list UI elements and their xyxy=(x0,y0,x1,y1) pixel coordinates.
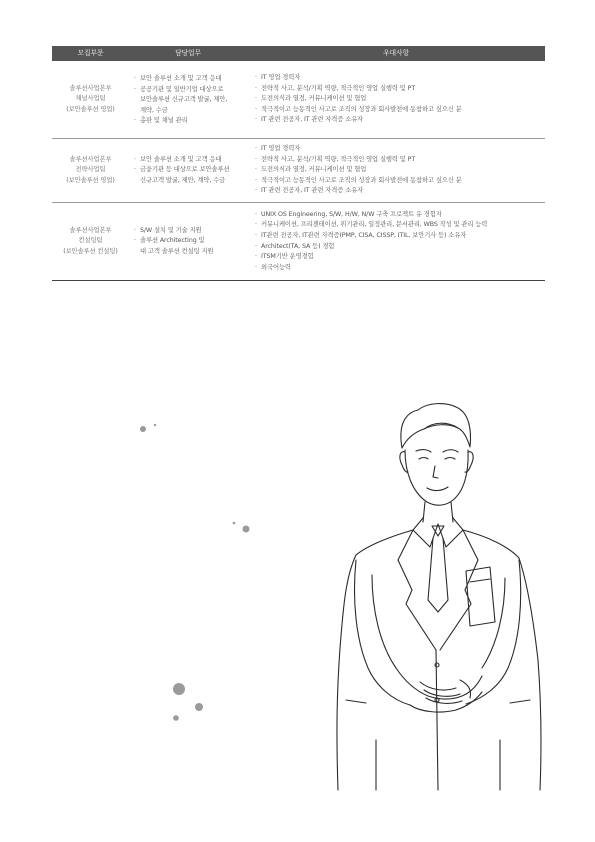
businessman-line-drawing xyxy=(337,404,541,790)
preference-item: · IT 관련 전공자, IT 관련 자격증 소유자 xyxy=(254,115,543,126)
department-division: 솔루션사업본부 xyxy=(69,226,112,234)
preference-item: · UNIX OS Engineering, S/W, H/W, N/W 구축 프로젝트 유 경험자 xyxy=(254,210,543,221)
department-role: (보안솔루션 영업) xyxy=(66,105,115,113)
preference-item: · 적극적이고 능동적인 사고로 조직의 성장과 회사발전에 동참하고 싶으신 분 xyxy=(254,105,543,116)
preference-item: · 전략적 사고, 분석/기획 역량, 적극적인 영업 실행력 및 PT xyxy=(254,84,543,95)
preference-item: · Architect(TA, SA 등) 경험 xyxy=(254,242,543,253)
preference-item: · 전략적 사고, 분석/기획 역량, 적극적인 영업 실행력 및 PT xyxy=(254,155,543,166)
dot xyxy=(173,683,185,695)
department-division: 솔루션사업본부 xyxy=(69,84,112,92)
department-team: 전략사업팀 xyxy=(75,166,106,174)
duty-item: · 솔루션 Architecting 및 대 고객 솔루션 컨설팅 지원 xyxy=(133,236,245,257)
preference-item: · IT 영업 경력자 xyxy=(254,144,543,155)
dot xyxy=(140,426,146,432)
preference-item: · 커뮤니케이션, 프리젠테이션, 위기관리, 일정관리, 문서관리, WBS 작성 및 관리 능력 xyxy=(254,220,543,231)
department-team: 컨설팅팀 xyxy=(78,237,103,245)
preference-item: · 도전의식과 열정, 커뮤니케이션 및 협업 xyxy=(254,165,543,176)
dot xyxy=(154,424,156,426)
duty-item: · 금융기관 등 대상으로 보안솔루션 신규고객 발굴, 제안, 계약, 수금 xyxy=(133,165,245,186)
duty-item: · S/W 설치 및 기술 지원 xyxy=(133,226,245,237)
preference-item: · IT 영업 경력자 xyxy=(254,73,543,84)
decorative-dots xyxy=(140,424,250,721)
department-team: 채널사업팀 xyxy=(75,95,106,103)
dot xyxy=(243,526,250,533)
department-division: 솔루션사업본부 xyxy=(69,155,112,163)
duty-item: · 보안 솔루션 소개 및 고객 응대 xyxy=(133,155,245,166)
preference-item: · 적극적이고 능동적인 사고로 조직의 성장과 회사발전에 동참하고 싶으신 분 xyxy=(254,176,543,187)
preference-item: · IT 관련 전공자, IT 관련 자격증 소유자 xyxy=(254,186,543,197)
header-preferences: 우대사항 xyxy=(247,46,545,61)
header-duties: 담당업무 xyxy=(129,46,247,61)
preference-item: · 외국어능력 xyxy=(254,263,543,274)
department-role: (보안솔루션 영업) xyxy=(66,176,115,184)
preference-item: · ITSM기반 운영경험 xyxy=(254,252,543,263)
duty-item: · 공공기관 및 일반기업 대상으로 보안솔루션 신규고객 발굴, 제안, 계약, 수금 xyxy=(133,85,245,117)
preference-item: · IT관련 전공자, IT관련 자격증(PMP, CISA, CISSP, ITIL, 보안기사 등) 소유자 xyxy=(254,231,543,242)
header-department: 모집부문 xyxy=(52,46,129,61)
duty-item: · 총판 및 채널 관리 xyxy=(133,116,245,127)
preference-item: · 도전의식과 열정, 커뮤니케이션 및 협업 xyxy=(254,94,543,105)
dot xyxy=(233,522,236,525)
department-role: (보안솔루션 컨설팅) xyxy=(63,247,118,255)
dot xyxy=(173,715,179,721)
dot xyxy=(195,703,203,711)
duty-item: · 보안 솔루션 소개 및 고객 응대 xyxy=(133,74,245,85)
